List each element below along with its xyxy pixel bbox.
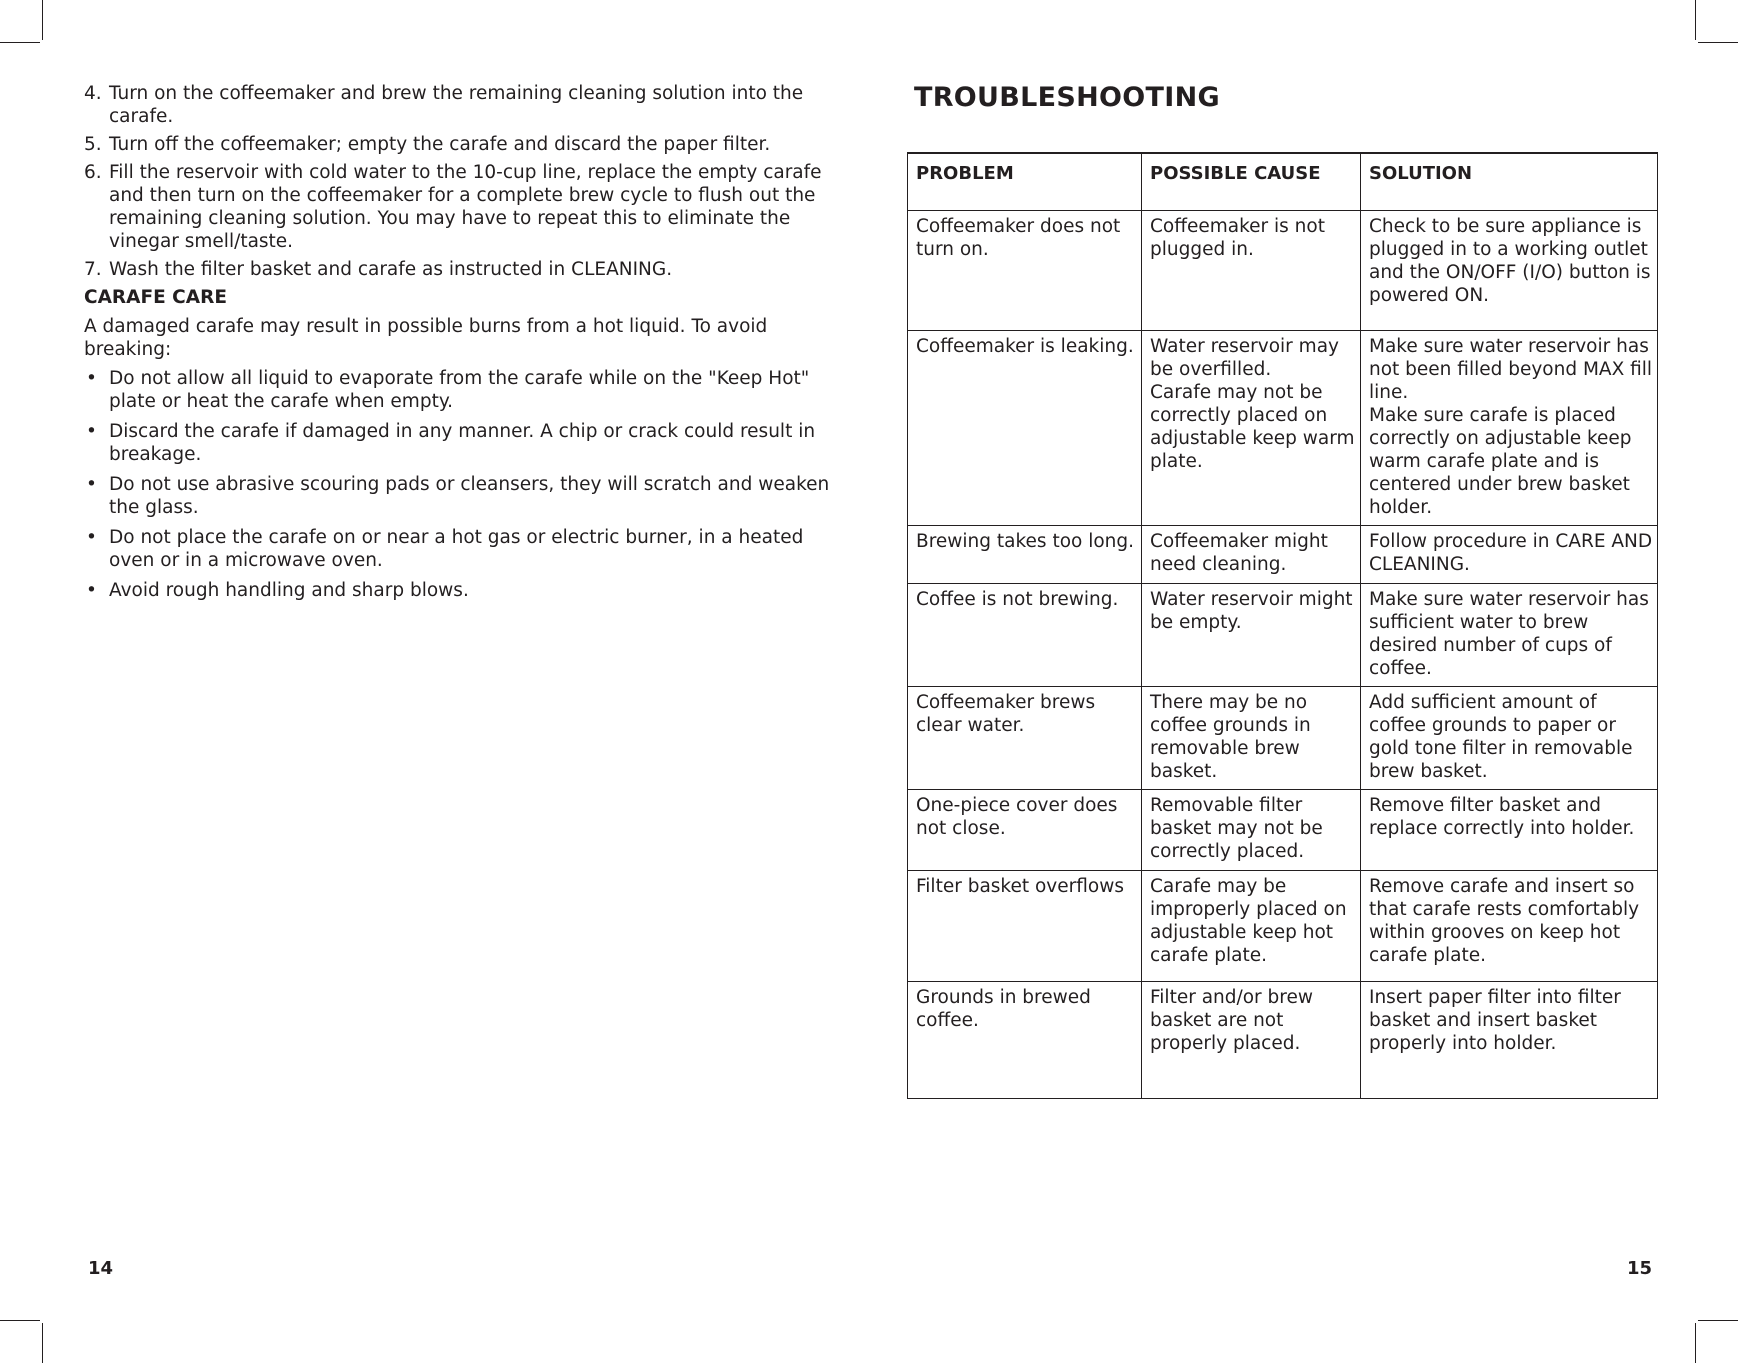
header-solution: SOLUTION — [1361, 153, 1658, 210]
bullet-text: Do not allow all liquid to evaporate from the carafe while on the "Keep Hot" plate or heat the carafe when empty. — [109, 368, 810, 412]
crop-mark — [0, 42, 40, 43]
bullet-text: Avoid rough handling and sharp blows. — [109, 580, 469, 601]
cause-cell — [1142, 583, 1361, 686]
table-row — [908, 981, 1658, 1098]
cause-cell — [1142, 870, 1361, 981]
carafe-care-heading: CARAFE CARE — [84, 287, 227, 308]
solution-cell — [1361, 789, 1658, 870]
cause-cell — [1142, 686, 1361, 789]
step-7 — [84, 258, 836, 281]
solution-line: Check to be sure appliance is plugged in to a working outlet and the ON/OFF (I/O) button is powered ON. — [1369, 215, 1651, 306]
step-6 — [84, 161, 836, 253]
header-problem: PROBLEM — [908, 153, 1142, 210]
solution-line: Insert paper filter into filter basket and insert basket properly into holder. — [1369, 986, 1621, 1054]
problem-cell: Filter basket overflows — [908, 870, 1142, 981]
step-text: Turn off the coffeemaker; empty the carafe and discard the paper filter. — [109, 134, 771, 155]
page-number-right: 15 — [1627, 1258, 1653, 1279]
carafe-bullet — [84, 579, 836, 602]
carafe-bullet — [84, 367, 836, 413]
table-row — [908, 525, 1658, 583]
carafe-bullet — [84, 526, 836, 572]
table-row — [908, 210, 1658, 330]
cause-line: Water reservoir might be empty. — [1150, 588, 1353, 633]
bullet-icon: • — [86, 580, 97, 601]
problem-cell: Grounds in brewed coffee. — [908, 981, 1142, 1098]
crop-mark — [42, 0, 43, 40]
cause-cell — [1142, 210, 1361, 330]
cause-line: Carafe may be improperly placed on adjustable keep hot carafe plate. — [1150, 875, 1347, 966]
crop-mark — [1695, 1323, 1696, 1363]
table-row — [908, 870, 1658, 981]
solution-line: Add sufficient amount of coffee grounds to paper or gold tone filter in removable brew basket. — [1369, 691, 1633, 782]
cause-line: Water reservoir may be overfilled. — [1150, 335, 1339, 380]
table-row — [908, 330, 1658, 525]
problem-cell: Coffeemaker is leaking. — [908, 330, 1142, 525]
crop-mark — [1695, 0, 1696, 40]
header-possible-cause: POSSIBLE CAUSE — [1142, 153, 1361, 210]
step-number: 4. — [84, 83, 102, 104]
table-row — [908, 789, 1658, 870]
bullet-text: Do not place the carafe on or near a hot gas or electric burner, in a heated oven or in a microwave oven. — [109, 527, 804, 571]
solution-line: Make sure carafe is placed correctly on adjustable keep warm carafe plate and is centered under brew basket holder. — [1369, 404, 1632, 518]
solution-cell — [1361, 981, 1658, 1098]
page-title: TROUBLESHOOTING — [914, 82, 1220, 113]
crop-mark — [1698, 42, 1738, 43]
table-header-row — [908, 153, 1658, 210]
solution-line: Make sure water reservoir has not been filled beyond MAX fill line. — [1369, 335, 1653, 403]
carafe-care-intro: A damaged carafe may result in possible burns from a hot liquid. To avoid breaking: — [84, 316, 768, 360]
cause-line: Carafe may not be correctly placed on adjustable keep warm plate. — [1150, 381, 1355, 472]
step-number: 5. — [84, 134, 102, 155]
step-text: Wash the filter basket and carafe as instructed in CLEANING. — [109, 259, 673, 280]
problem-cell: Coffee is not brewing. — [908, 583, 1142, 686]
solution-line: Remove filter basket and replace correctly into holder. — [1369, 794, 1635, 839]
problem-cell: Brewing takes too long. — [908, 525, 1142, 583]
cause-line: Filter and/or brew basket are not properly placed. — [1150, 986, 1313, 1054]
solution-line: Make sure water reservoir has sufficient water to brew desired number of cups of coffee. — [1369, 588, 1649, 679]
troubleshooting-table — [907, 152, 1658, 1099]
crop-mark — [1698, 1320, 1738, 1321]
cause-line: Coffeemaker might need cleaning. — [1150, 530, 1328, 575]
solution-line: Follow procedure in CARE AND CLEANING. — [1369, 530, 1653, 575]
step-number: 6. — [84, 162, 102, 183]
problem-cell: Coffeemaker brews clear water. — [908, 686, 1142, 789]
solution-cell — [1361, 210, 1658, 330]
solution-cell — [1361, 686, 1658, 789]
cause-line: Removable filter basket may not be correctly placed. — [1150, 794, 1323, 862]
bullet-text: Do not use abrasive scouring pads or cleansers, they will scratch and weaken the glass. — [109, 474, 830, 518]
carafe-bullet — [84, 420, 836, 466]
bullet-icon: • — [86, 527, 97, 548]
solution-line: Remove carafe and insert so that carafe rests comfortably within grooves on keep hot carafe plate. — [1369, 875, 1640, 966]
step-text: Fill the reservoir with cold water to the 10-cup line, replace the empty carafe and then turn on the coffeemaker for a complete brew cycle to flush out the remaining cleaning solution. You may have to repeat this to eliminate the vinegar smell/taste. — [109, 162, 822, 252]
step-number: 7. — [84, 259, 102, 280]
bullet-icon: • — [86, 368, 97, 389]
solution-cell — [1361, 525, 1658, 583]
left-page — [84, 82, 836, 609]
bullet-icon: • — [86, 474, 97, 495]
bullet-icon: • — [86, 421, 97, 442]
problem-cell: One-piece cover does not close. — [908, 789, 1142, 870]
cause-line: Coffeemaker is not plugged in. — [1150, 215, 1325, 260]
crop-mark — [0, 1320, 40, 1321]
problem-cell: Coffeemaker does not turn on. — [908, 210, 1142, 330]
step-5 — [84, 133, 836, 156]
solution-cell — [1361, 330, 1658, 525]
step-4 — [84, 82, 836, 128]
cause-cell — [1142, 525, 1361, 583]
page-number-left: 14 — [88, 1258, 114, 1279]
cause-cell — [1142, 789, 1361, 870]
table-row — [908, 686, 1658, 789]
bullet-text: Discard the carafe if damaged in any manner. A chip or crack could result in breakage. — [109, 421, 816, 465]
solution-cell — [1361, 870, 1658, 981]
step-text: Turn on the coffeemaker and brew the remaining cleaning solution into the carafe. — [109, 83, 804, 127]
crop-mark — [42, 1323, 43, 1363]
cause-cell — [1142, 330, 1361, 525]
cause-line: There may be no coffee grounds in removable brew basket. — [1150, 691, 1311, 782]
carafe-bullet — [84, 473, 836, 519]
cause-cell — [1142, 981, 1361, 1098]
table-row — [908, 583, 1658, 686]
solution-cell — [1361, 583, 1658, 686]
